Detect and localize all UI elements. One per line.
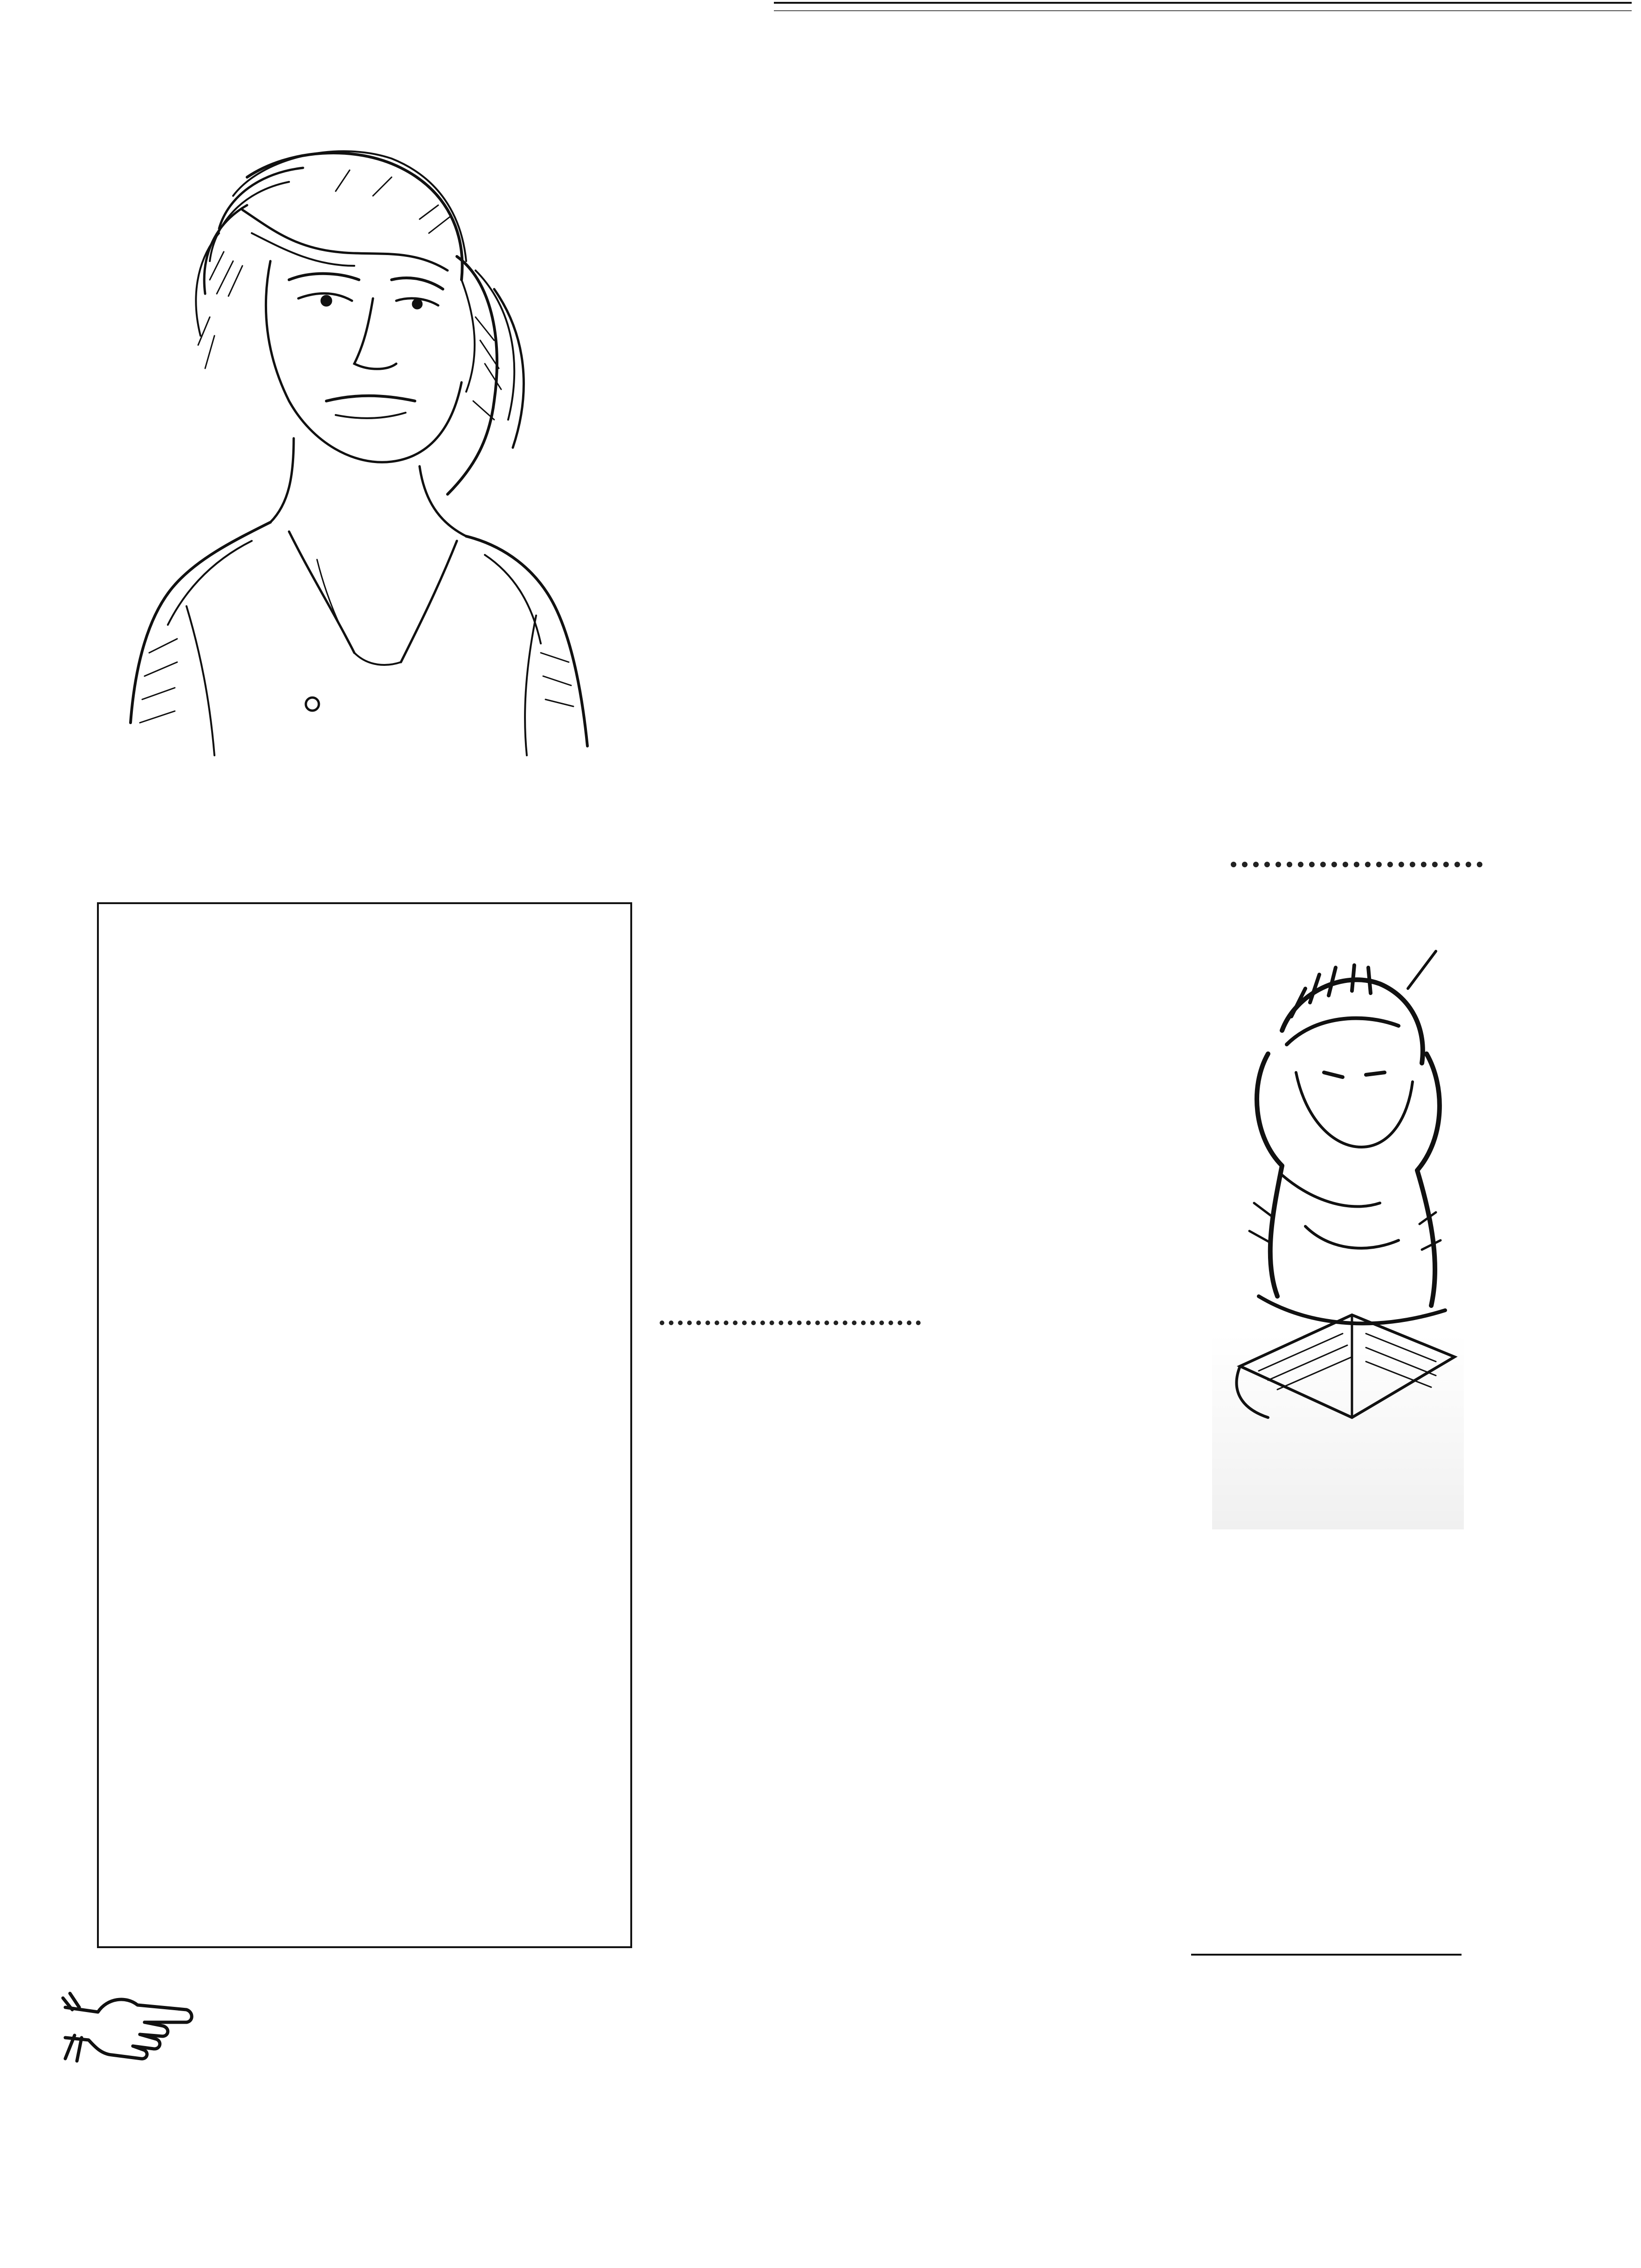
portrait-drawing bbox=[93, 140, 643, 816]
ad-footer-rule bbox=[1191, 1954, 1462, 1956]
thinking-man-icon bbox=[1212, 877, 1464, 1529]
top-rule-2 bbox=[774, 10, 1632, 11]
ad-top-border bbox=[1231, 862, 1482, 867]
pointing-hand-icon bbox=[56, 1979, 196, 2068]
minha-poesia-box bbox=[97, 902, 632, 1948]
ad-illustration bbox=[1212, 877, 1464, 1529]
top-rule bbox=[774, 2, 1632, 4]
tecto-separator bbox=[660, 1321, 921, 1325]
